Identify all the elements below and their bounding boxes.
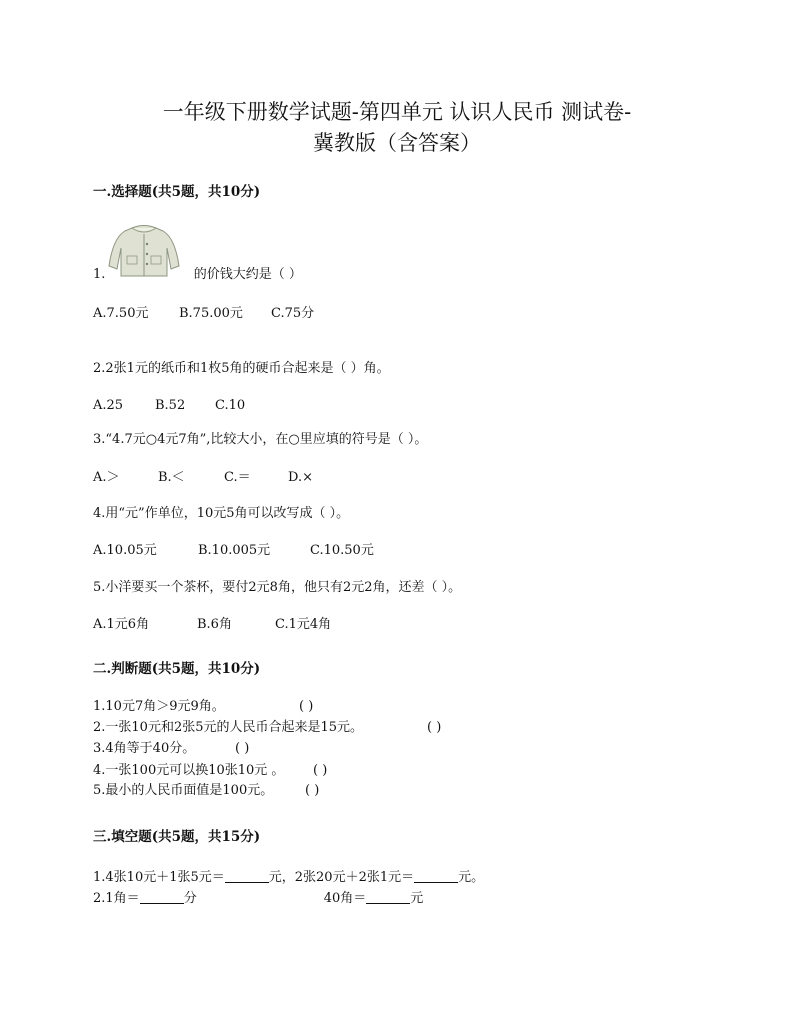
option-c: C.10.50元	[310, 543, 374, 558]
fill-question-2-part2: 40角＝	[323, 891, 367, 906]
section-heading-choice: 一.选择题(共5题，共10分)	[93, 184, 261, 200]
judge-item	[93, 782, 319, 800]
judge-item-text: 1.10元7角＞9元9角。	[93, 699, 225, 714]
option-c: C.1元4角	[275, 617, 332, 632]
answer-parentheses[interactable]: ( )	[235, 741, 250, 756]
section-heading-judge: 二.判断题(共5题，共10分)	[93, 661, 261, 677]
question-1	[93, 266, 302, 284]
question-4-options	[93, 542, 374, 560]
document-title-line1: 一年级下册数学试题-第四单元 认识人民币 测试卷-	[162, 100, 632, 124]
fill-question-1	[93, 868, 484, 887]
option-b: B.＜	[158, 470, 185, 485]
fill-question-2-part1: 2.1角＝	[93, 891, 140, 906]
option-c: C.75分	[271, 306, 315, 321]
question-1-text: 的价钱大约是（ ）	[193, 267, 302, 282]
question-4: 4.用“元”作单位，10元5角可以改写成（ ）。	[93, 506, 350, 521]
judge-item-text: 2.一张10元和2张5元的人民币合起来是15元。	[93, 720, 364, 735]
question-2-options	[93, 397, 245, 415]
answer-parentheses[interactable]: ( )	[299, 699, 314, 714]
question-5-options	[93, 616, 331, 634]
option-a: A.25	[93, 398, 124, 413]
option-b: B.6角	[197, 617, 232, 632]
judge-item	[93, 698, 313, 716]
fill-question-1-part2: 元，2张20元＋2张1元＝	[268, 870, 415, 885]
answer-parentheses[interactable]: ( )	[313, 763, 328, 778]
judge-item	[93, 719, 441, 737]
option-c: C.10	[215, 398, 246, 413]
judge-item-text: 5.最小的人民币面值是100元。	[93, 783, 274, 798]
fill-question-2-unit1: 分	[183, 891, 197, 906]
document-title-line2: 冀教版（含答案）	[313, 131, 481, 155]
judge-item	[93, 740, 249, 758]
answer-parentheses[interactable]: ( )	[305, 783, 320, 798]
option-c: C.＝	[224, 470, 251, 485]
option-a: A.10.05元	[93, 543, 157, 558]
fill-question-2-unit2: 元	[410, 891, 424, 906]
fill-question-2	[93, 889, 423, 908]
option-d: D.×	[288, 470, 313, 485]
judge-item	[93, 762, 327, 780]
option-b: B.10.005元	[198, 543, 271, 558]
question-1-options	[93, 305, 314, 323]
option-a: A.1元6角	[93, 617, 150, 632]
question-2: 2.2张1元的纸币和1枚5角的硬币合起来是（ ）角。	[93, 361, 390, 376]
option-a: A.7.50元	[93, 306, 149, 321]
judge-item-text: 3.4角等于40分。	[93, 741, 196, 756]
question-3: 3.“4.7元○4元7角”,比较大小，在○里应填的符号是（ ）。	[93, 432, 428, 447]
option-b: B.52	[155, 398, 186, 413]
fill-question-1-part3: 元。	[458, 870, 485, 885]
answer-parentheses[interactable]: ( )	[427, 720, 442, 735]
fill-question-1-part1: 1.4张10元＋1张5元＝	[93, 870, 225, 885]
option-a: A.＞	[93, 470, 120, 485]
question-5: 5.小洋要买一个茶杯，要付2元8角，他只有2元2角，还差（ ）。	[93, 580, 462, 595]
judge-item-text: 4.一张100元可以换10张10元 。	[93, 763, 285, 778]
answer-blank[interactable]	[140, 889, 184, 904]
option-b: B.75.00元	[179, 306, 243, 321]
answer-blank[interactable]	[414, 868, 458, 883]
answer-blank[interactable]	[366, 889, 410, 904]
section-heading-fill: 三.填空题(共5题，共15分)	[93, 829, 261, 845]
answer-blank[interactable]	[225, 868, 269, 883]
question-3-options	[93, 469, 313, 487]
question-1-number: 1.	[93, 267, 106, 282]
